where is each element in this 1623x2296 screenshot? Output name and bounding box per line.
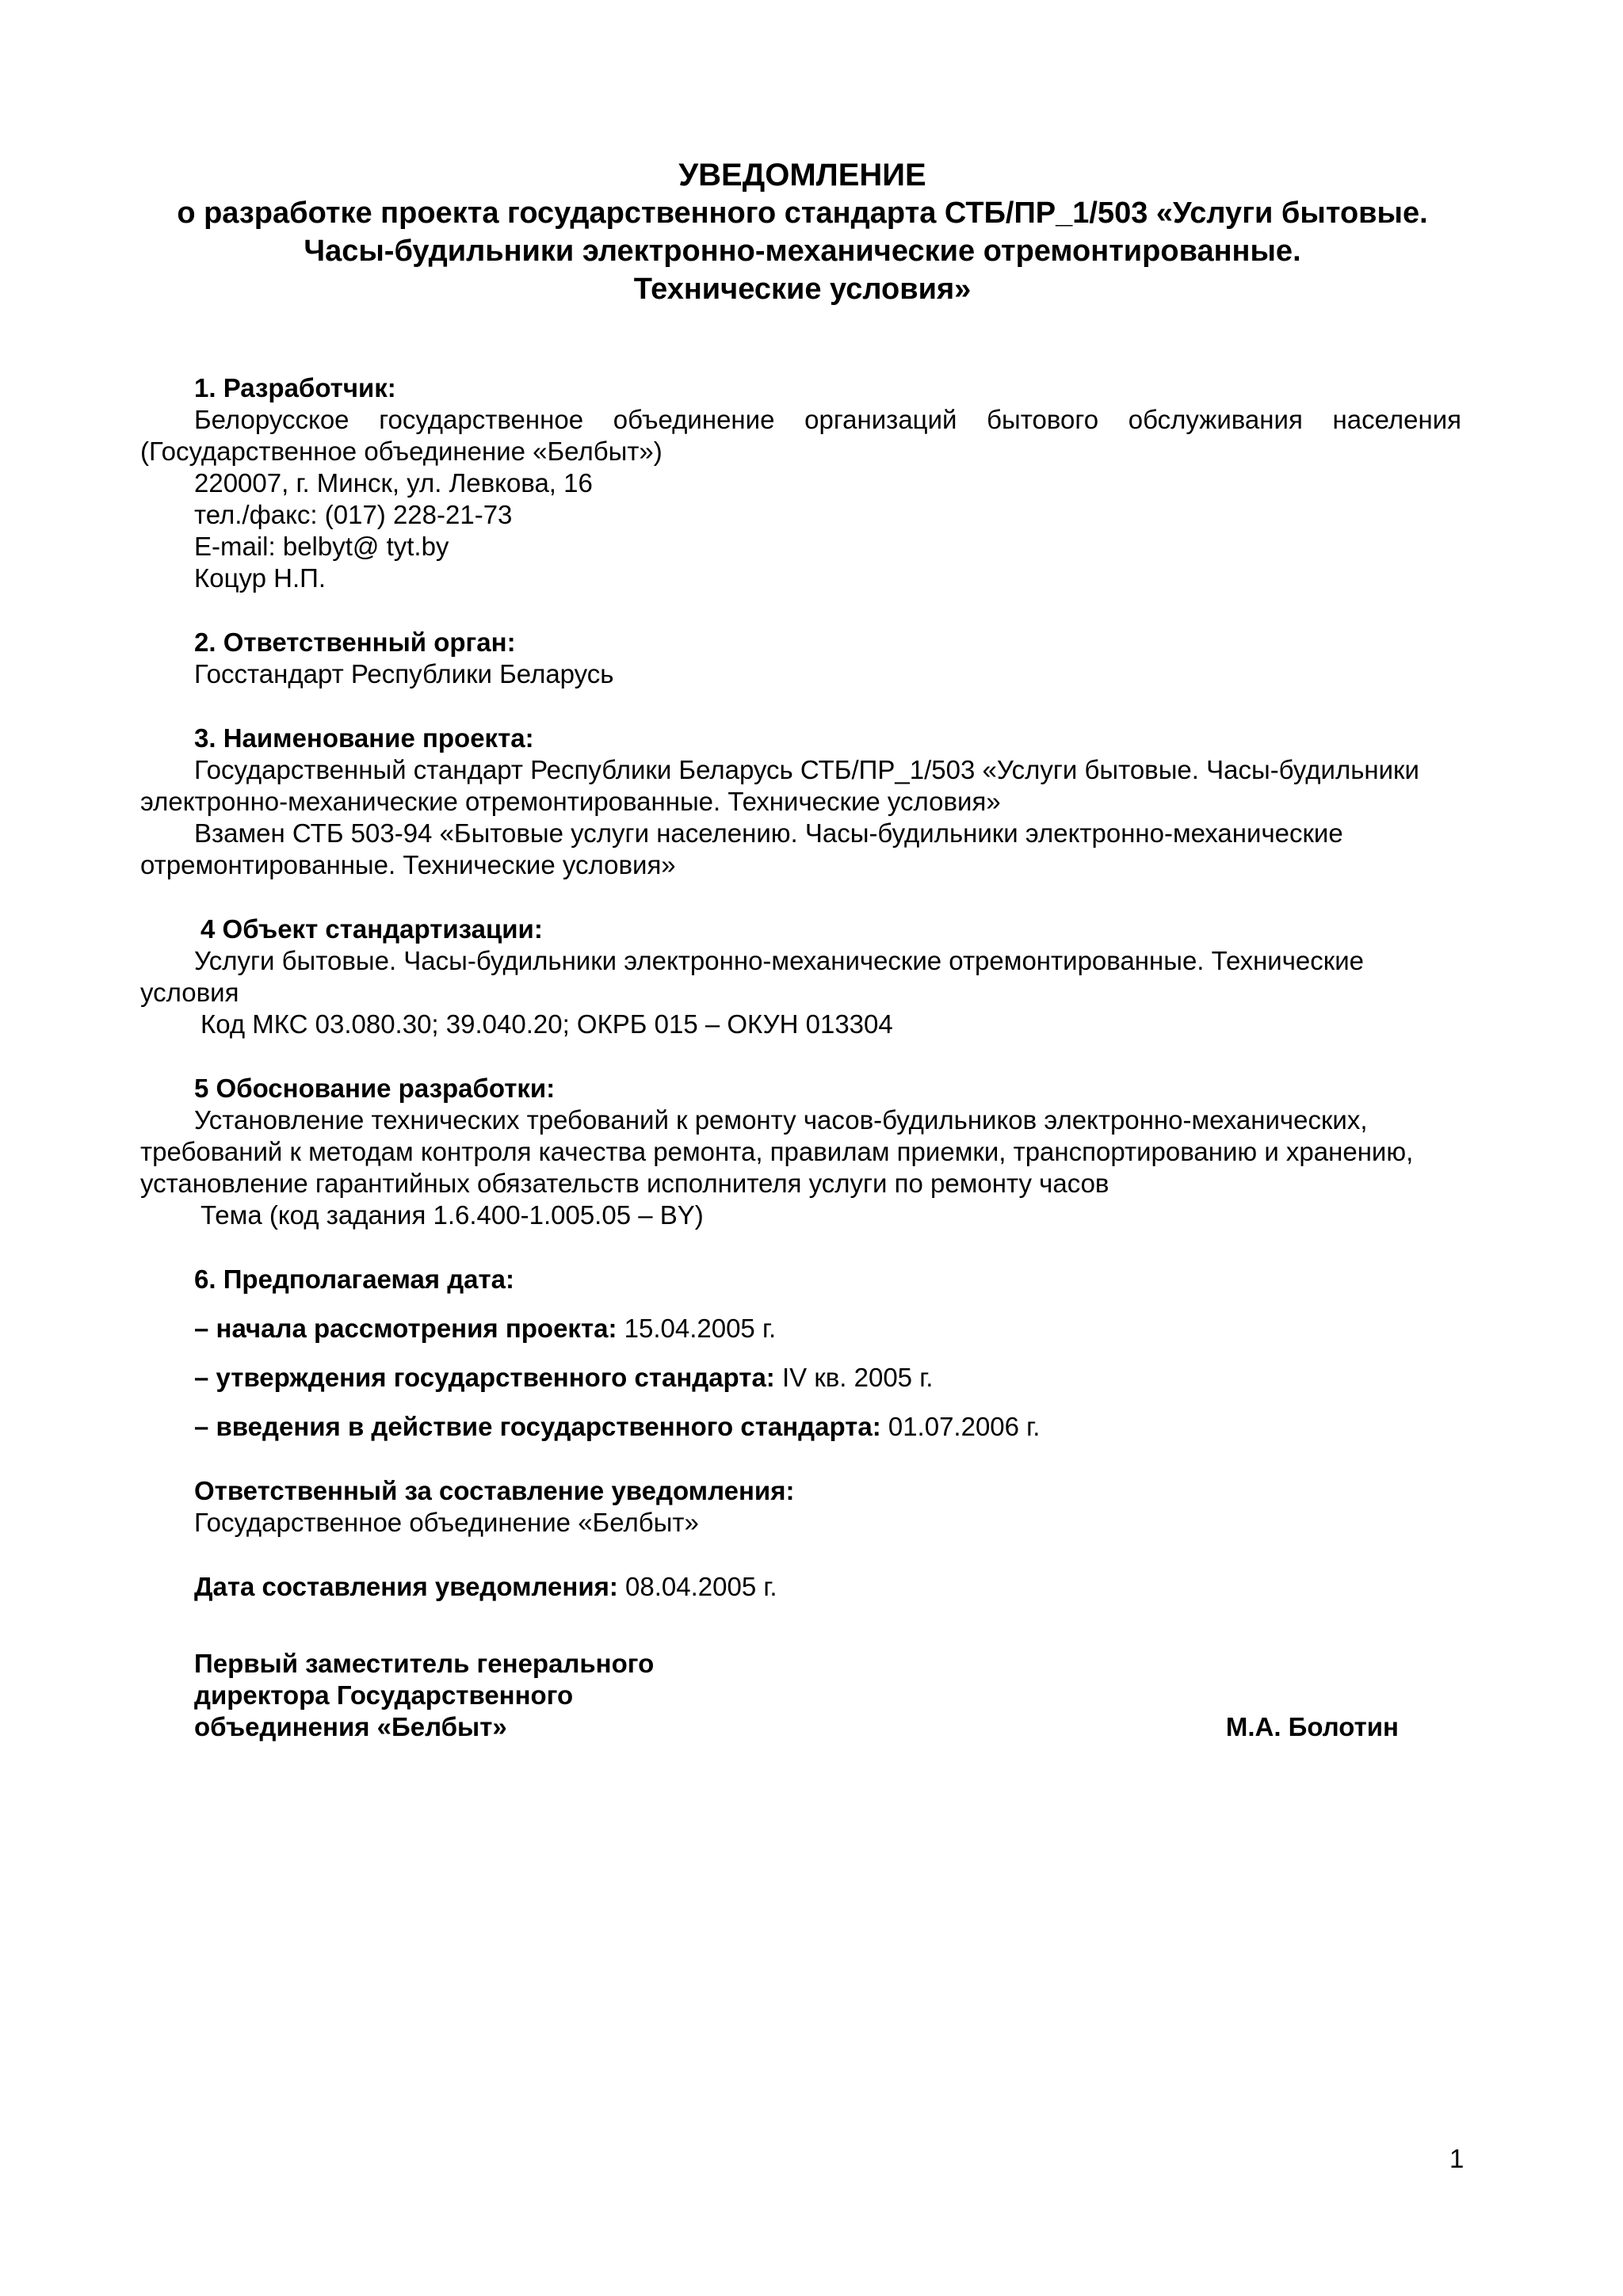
developer-address: 220007, г. Минск, ул. Левкова, 16 — [194, 468, 593, 498]
page-number: 1 — [1449, 2144, 1465, 2173]
section-justification — [140, 1073, 1461, 1231]
title-line-2: Часы-будильники электронно-механические отремонтированные. — [304, 235, 1301, 268]
section-responsible — [140, 1475, 1461, 1539]
project-name-body: Государственный стандарт Республики Беларусь СТБ/ПР_1/503 «Услуги бытовые. Часы-будильники электронно-механические отремонтированные. Технические условия» — [140, 755, 1419, 816]
object-code: Код МКС 03.080.30; 39.040.20; ОКРБ 015 – ОКУН 013304 — [200, 1009, 893, 1039]
section-developer — [140, 372, 1461, 594]
developer-org: Белорусское государственное объединение организаций бытового обслуживания населения (Государственное объединение «Белбыт») — [140, 405, 1461, 466]
responsible-body: Государственное объединение «Белбыт» — [194, 1508, 699, 1537]
developer-person: Коцур Н.П. — [194, 563, 327, 593]
date-value: 01.07.2006 г. — [880, 1412, 1041, 1441]
date-value: 15.04.2005 г. — [617, 1314, 777, 1343]
section-dates — [140, 1264, 1461, 1443]
authority-body: Госстандарт Республики Беларусь — [194, 659, 614, 688]
section-heading: 4 Объект стандартизации: — [200, 914, 543, 944]
object-body: Услуги бытовые. Часы-будильники электронно-механические отремонтированные. Технические условия — [140, 946, 1365, 1007]
signature-position-line-2: директора Государственного — [194, 1680, 574, 1710]
section-heading: 1. Разработчик: — [194, 373, 396, 402]
justification-topic: Тема (код задания 1.6.400-1.005.05 – BY) — [200, 1200, 704, 1230]
title-line-3: Технические условия» — [633, 273, 972, 306]
section-heading: 2. Ответственный орган: — [194, 627, 516, 657]
justification-body: Установление технических требований к ремонту часов-будильников электронно-механических, требований к методам контроля качества ремонта, правилам приемки, транспортированию и хранению, установление гарантийных обязательств исполнителя услуги по ремонту часов — [140, 1105, 1414, 1198]
section-heading: Ответственный за составление уведомления: — [194, 1476, 795, 1505]
section-heading: 5 Обоснование разработки: — [194, 1074, 556, 1103]
date-effective — [140, 1411, 1461, 1443]
document-title — [0, 156, 1605, 308]
date-label: – начала рассмотрения проекта: — [194, 1314, 617, 1343]
signatory-name: М.А. Болотин — [1225, 1712, 1399, 1741]
notice-date-label: Дата составления уведомления: — [194, 1572, 618, 1601]
section-heading: 6. Предполагаемая дата: — [194, 1264, 515, 1294]
signature-block — [194, 1648, 1399, 1743]
section-object — [140, 913, 1461, 1040]
date-label: – утверждения государственного стандарта: — [194, 1363, 775, 1392]
section-authority — [140, 627, 1461, 690]
notice-date-value: 08.04.2005 г. — [617, 1572, 777, 1601]
signature-position-line-3: объединения «Белбыт» — [194, 1712, 507, 1741]
title-main: УВЕДОМЛЕНИЕ — [678, 158, 926, 193]
signature-position-line-1: Первый заместитель генерального — [194, 1649, 655, 1678]
section-heading: 3. Наименование проекта: — [194, 723, 534, 753]
title-line-1: о разработке проекта государственного стандарта СТБ/ПР_1/503 «Услуги бытовые. — [177, 196, 1428, 230]
section-project-name — [140, 723, 1461, 881]
section-notice-date — [140, 1571, 1461, 1603]
developer-phone: тел./факс: (017) 228-21-73 — [194, 500, 513, 529]
date-approval — [140, 1362, 1461, 1394]
date-value: IV кв. 2005 г. — [774, 1363, 934, 1392]
project-replaces: Взамен СТБ 503-94 «Бытовые услуги населению. Часы-будильники электронно-механические отремонтированные. Технические условия» — [140, 818, 1343, 879]
document-body — [140, 372, 1461, 1603]
developer-email: E-mail: belbyt@ tyt.by — [194, 532, 449, 561]
date-label: – введения в действие государственного стандарта: — [194, 1412, 881, 1441]
date-review-start — [140, 1313, 1461, 1344]
